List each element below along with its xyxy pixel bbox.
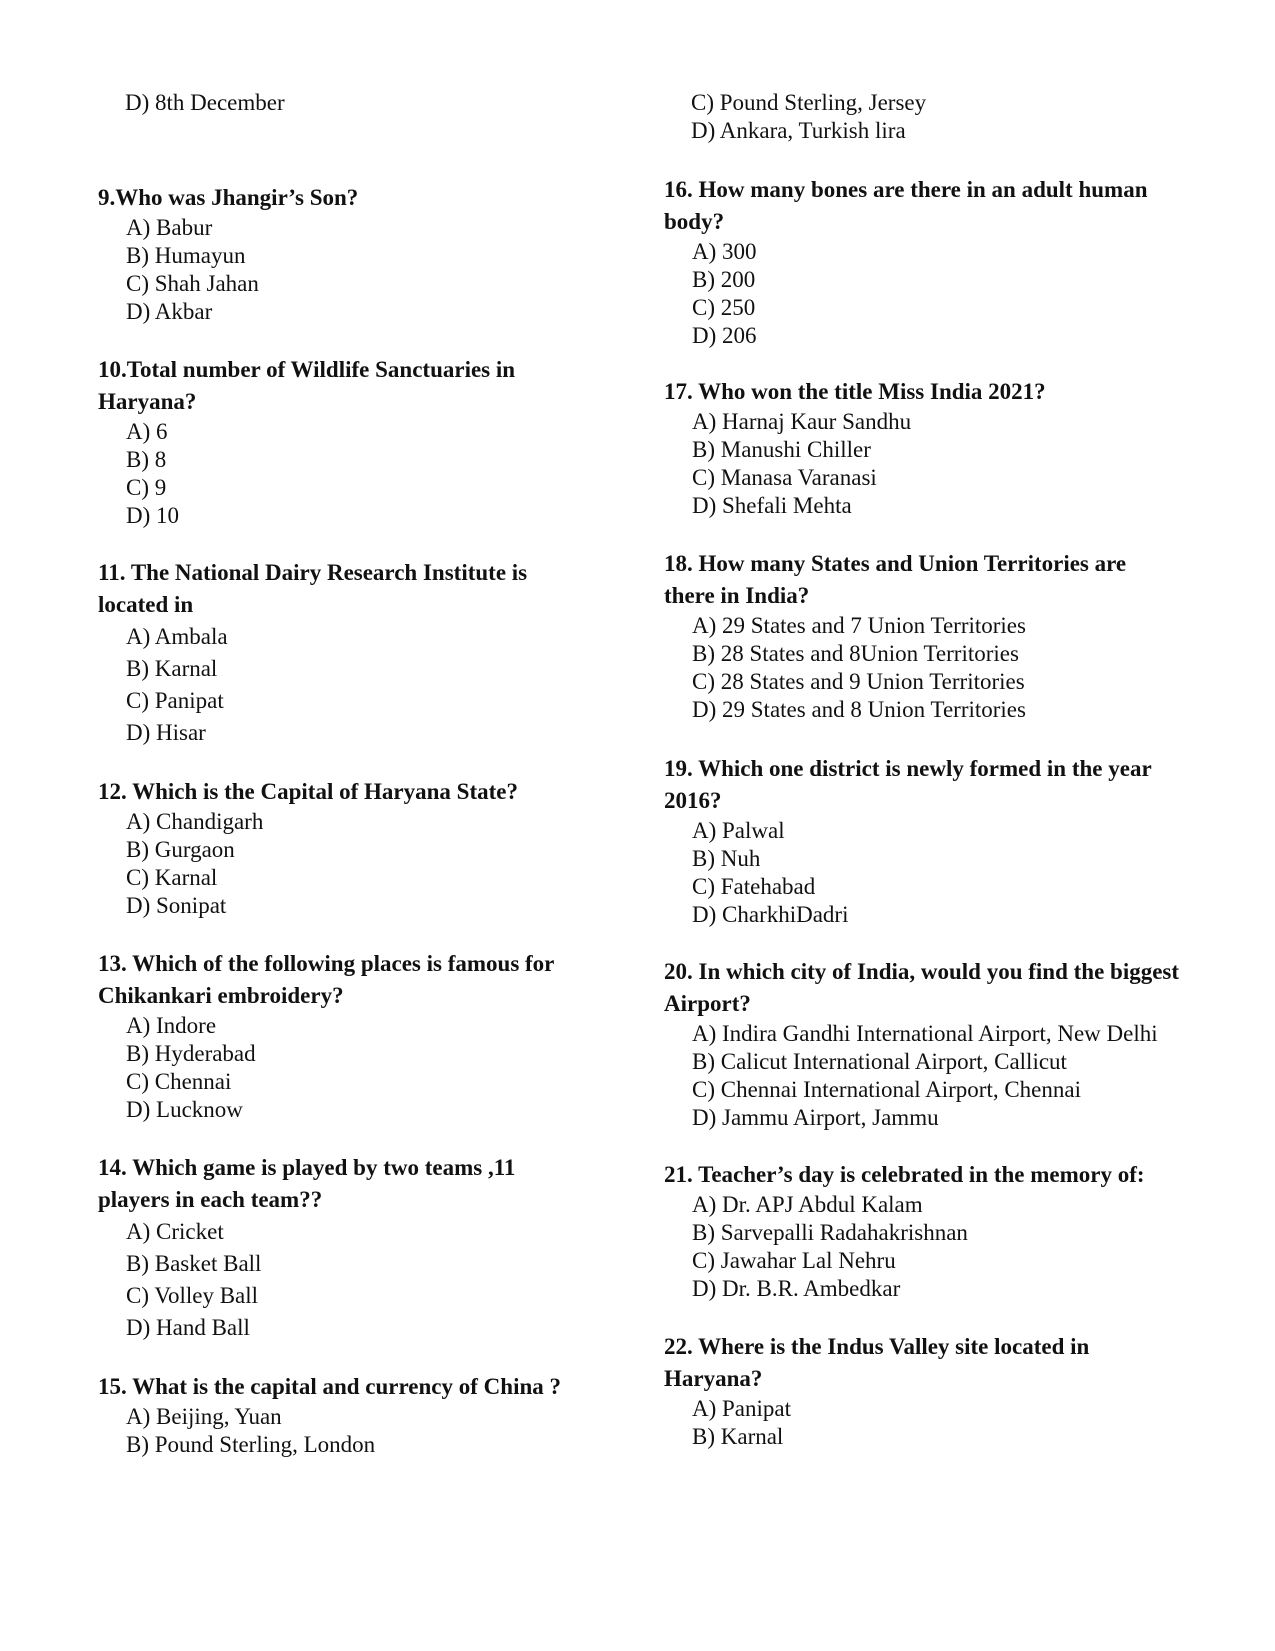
question-17	[664, 376, 1184, 520]
option: B) 28 States and 8Union Territories	[692, 641, 1019, 666]
option: D) Jammu Airport, Jammu	[692, 1105, 939, 1130]
option: A) Harnaj Kaur Sandhu	[692, 409, 912, 434]
carryover-option: D) Ankara, Turkish lira	[691, 118, 906, 143]
question-title: 20. In which city of India, would you find the biggest Airport?	[664, 959, 1180, 1016]
question-10	[98, 354, 558, 530]
question-22	[664, 1331, 1144, 1451]
option: A) Panipat	[692, 1396, 792, 1421]
question-title: 11. The National Dairy Research Institute is located in	[98, 560, 528, 617]
option: B) Calicut International Airport, Callicut	[692, 1049, 1067, 1074]
option: C) 9	[126, 475, 167, 500]
question-title: 12. Which is the Capital of Haryana State?	[98, 779, 518, 804]
option: B) Hyderabad	[126, 1041, 256, 1066]
option: D) CharkhiDadri	[692, 902, 849, 927]
option: A) Chandigarh	[126, 809, 264, 834]
option: D) Akbar	[126, 299, 213, 324]
option: C) Shah Jahan	[126, 271, 259, 296]
option: B) Sarvepalli Radahakrishnan	[692, 1220, 968, 1245]
option: B) 8	[126, 447, 167, 472]
option: B) Manushi Chiller	[692, 437, 871, 462]
option: D) Hand Ball	[126, 1315, 250, 1340]
option: B) Gurgaon	[126, 837, 235, 862]
option: C) Volley Ball	[126, 1283, 259, 1308]
question-title: 22. Where is the Indus Valley site located in Haryana?	[664, 1334, 1090, 1391]
option: D) 10	[126, 503, 180, 528]
question-title: 16. How many bones are there in an adult human body?	[664, 177, 1148, 234]
question-9	[98, 182, 638, 326]
option: B) Pound Sterling, London	[126, 1432, 376, 1457]
question-title: 9.Who was Jhangir’s Son?	[98, 185, 359, 210]
question-title: 15. What is the capital and currency of China ?	[98, 1374, 562, 1399]
option: A) Indore	[126, 1013, 217, 1038]
option: C) Chennai	[126, 1069, 232, 1094]
option: B) Karnal	[692, 1424, 784, 1449]
option: A) 6	[126, 419, 168, 444]
question-title: 17. Who won the title Miss India 2021?	[664, 379, 1046, 404]
option: B) Karnal	[126, 656, 218, 681]
option: C) Karnal	[126, 865, 218, 890]
carryover-option: C) Pound Sterling, Jersey	[691, 90, 927, 115]
question-title: 18. How many States and Union Territories are there in India?	[664, 551, 1127, 608]
question-13	[98, 948, 638, 1124]
option: A) Beijing, Yuan	[126, 1404, 282, 1429]
option: C) 28 States and 9 Union Territories	[692, 669, 1025, 694]
option: A) Palwal	[692, 818, 785, 843]
option: D) Hisar	[126, 720, 206, 745]
question-title: 13. Which of the following places is famous for Chikankari embroidery?	[98, 951, 554, 1008]
option: A) Dr. APJ Abdul Kalam	[692, 1192, 923, 1217]
option: D) Dr. B.R. Ambedkar	[692, 1276, 901, 1301]
question-18	[664, 548, 1164, 724]
option: A) Babur	[126, 215, 213, 240]
option: C) Fatehabad	[692, 874, 816, 899]
option: D) Lucknow	[126, 1097, 243, 1122]
question-title: 10.Total number of Wildlife Sanctuaries in Haryana?	[98, 357, 516, 414]
question-12	[98, 776, 638, 920]
option: B) Humayun	[126, 243, 246, 268]
question-20	[664, 956, 1184, 1132]
option: A) Indira Gandhi International Airport, New Delhi	[692, 1021, 1158, 1046]
question-title: 14. Which game is played by two teams ,11 players in each team??	[98, 1155, 516, 1212]
option: C) Chennai International Airport, Chennai	[692, 1077, 1081, 1102]
option: D) Shefali Mehta	[692, 493, 852, 518]
carryover-option: D) 8th December	[125, 90, 285, 115]
question-16	[664, 174, 1184, 350]
option: A) Ambala	[126, 624, 228, 649]
question-title: 19. Which one district is newly formed in the year 2016?	[664, 756, 1152, 813]
option: B) 200	[692, 267, 756, 292]
option: C) Panipat	[126, 688, 224, 713]
option: A) 29 States and 7 Union Territories	[692, 613, 1026, 638]
option: A) Cricket	[126, 1219, 224, 1244]
option: C) Manasa Varanasi	[692, 465, 877, 490]
option: D) Sonipat	[126, 893, 227, 918]
question-14	[98, 1152, 558, 1344]
option: B) Basket Ball	[126, 1251, 262, 1276]
question-21	[664, 1159, 1184, 1303]
option: C) Jawahar Lal Nehru	[692, 1248, 896, 1273]
option: A) 300	[692, 239, 757, 264]
question-15	[98, 1371, 638, 1459]
option: D) 29 States and 8 Union Territories	[692, 697, 1026, 722]
question-11	[98, 557, 558, 749]
option: D) 206	[692, 323, 757, 348]
option: C) 250	[692, 295, 756, 320]
question-19	[664, 753, 1184, 929]
option: B) Nuh	[692, 846, 761, 871]
question-title: 21. Teacher’s day is celebrated in the memory of:	[664, 1162, 1145, 1187]
